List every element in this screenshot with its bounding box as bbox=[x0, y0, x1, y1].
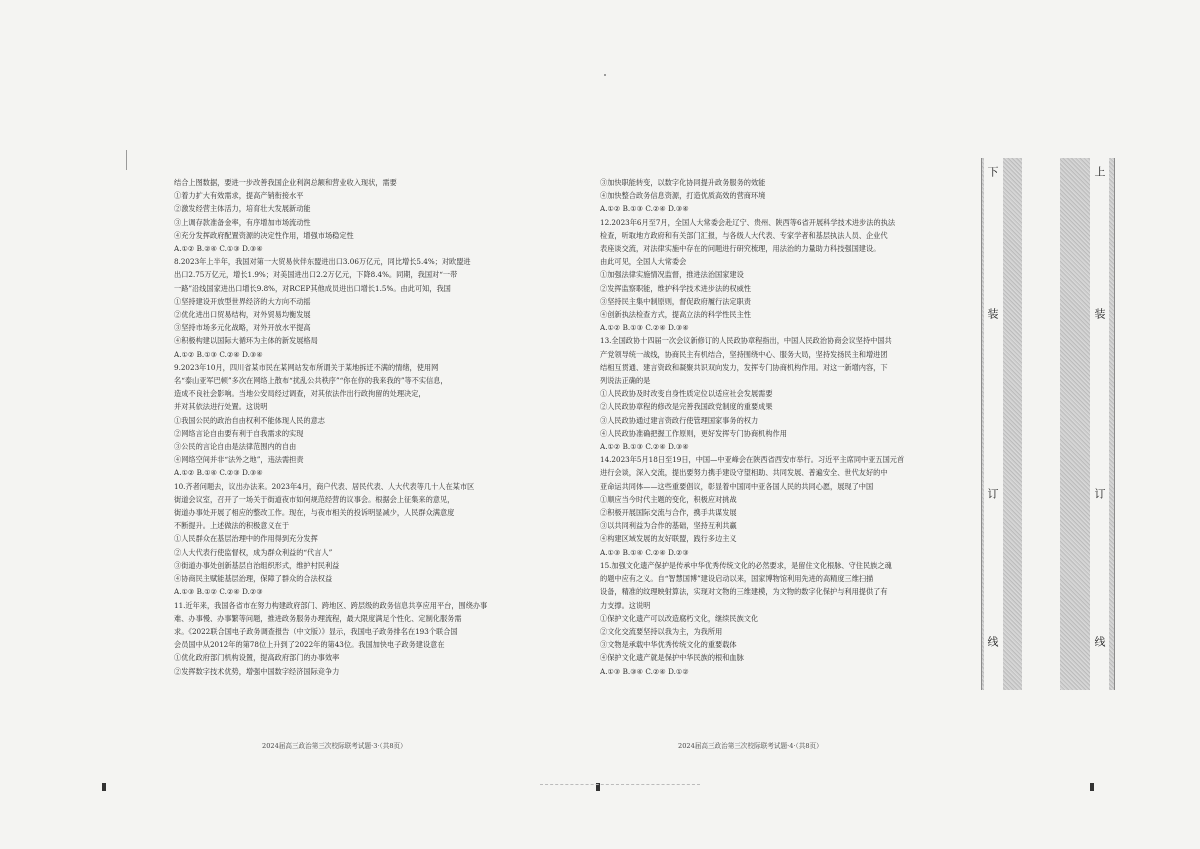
right-column-line: ③以共同利益为合作的基础，坚持互利共赢 bbox=[600, 521, 737, 531]
right-column-line: A.①② B.①③ C.②④ D.③④ bbox=[600, 442, 689, 452]
band-label-outer-1: 上 bbox=[1093, 166, 1106, 177]
left-column-line: ①坚持建设开放型世界经济的大方向不动摇 bbox=[174, 296, 311, 306]
right-column-line: ③文物是承载中华优秀传统文化的重要载体 bbox=[600, 640, 737, 650]
right-column-line: A.①② B.①③ C.②④ D.③④ bbox=[600, 323, 689, 333]
left-column-line: 出口2.75万亿元，增长1.9%；对美国进出口2.2万亿元，下降8.4%。同期，我国对“一带 bbox=[174, 270, 458, 280]
right-column-line: ③人民政协通过建言资政行使管理国家事务的权力 bbox=[600, 415, 759, 425]
right-column-line: ①加强法律实施情况监督，推进法治国家建设 bbox=[600, 270, 744, 280]
left-column-line: ③坚持市场多元化战略，对外开放水平提高 bbox=[174, 323, 311, 333]
left-column-line: 8.2023年上半年，我国对第一大贸易伙伴东盟进出口3.06万亿元，同比增长5.4%；对欧盟进 bbox=[174, 257, 471, 267]
band-label-inner-3: 订 bbox=[986, 488, 999, 499]
right-column-line: 15.加强文化遗产保护是传承中华优秀传统文化的必然要求，是留住文化根脉、守住民族之魂 bbox=[600, 560, 892, 570]
band-label-outer-4: 线 bbox=[1093, 636, 1106, 647]
left-column-line: ②激发经营主体活力，培育壮大发展新动能 bbox=[174, 204, 311, 214]
right-column-line: ①人民政协及时改变自身性质定位以适应社会发展需要 bbox=[600, 389, 773, 399]
left-column-line: 难、办事慢、办事繁等问题，推进政务服务办理流程，最大限度满足个性化、定制化服务需 bbox=[174, 613, 462, 623]
right-column bbox=[600, 176, 966, 678]
right-column-line: 列说法正确的是 bbox=[600, 376, 651, 386]
right-column-line: 结相互贯通、建言资政和凝聚共识双向发力，发挥专门协商机构作用。对这一新增内容，下 bbox=[600, 362, 888, 372]
band-label-outer-3: 订 bbox=[1093, 488, 1106, 499]
right-column-line: ③坚持民主集中制原则，督促政府履行法定职责 bbox=[600, 296, 751, 306]
right-column-line: A.①③ B.①④ C.②④ D.②③ bbox=[600, 547, 689, 557]
left-column-line: ④协商民主赋能基层治理，保障了群众的合法权益 bbox=[174, 574, 333, 584]
left-column-line: A.①② B.②④ C.①③ D.③④ bbox=[174, 244, 263, 254]
left-column-line: 不断提升。上述做法的积极意义在于 bbox=[174, 521, 290, 531]
left-column-line: ①优化政府部门机构设置，提高政府部门的办事效率 bbox=[174, 653, 340, 663]
left-column-line: A.①② B.①③ C.②④ D.③④ bbox=[174, 349, 263, 359]
left-column-line: ④积极构建以国际大循环为主体的新发展格局 bbox=[174, 336, 318, 346]
left-column-line: 一路”沿线国家进出口增长9.8%，对RCEP其他成员进出口增长1.5%。由此可知，我国 bbox=[174, 283, 451, 293]
left-column-line: ②发挥数字技术优势，增强中国数字经济国际竞争力 bbox=[174, 666, 340, 676]
registration-mark-left bbox=[102, 783, 106, 791]
left-column-line: ②优化进出口贸易结构，对外贸易均衡发展 bbox=[174, 310, 311, 320]
right-column-line: 产党领导统一战线，协商民主有机结合，坚持围绕中心、服务大局，坚持发扬民主和增进团 bbox=[600, 349, 888, 359]
right-column-line: ①保护文化遗产可以改造腐朽文化，继续民族文化 bbox=[600, 613, 759, 623]
left-column bbox=[174, 176, 578, 678]
left-column-line: 求。《2022联合国电子政务调查报告（中文版）》显示，我国电子政务排名在193个联合国 bbox=[174, 626, 458, 636]
left-column-line: ③街道办事处创新基层自治组织形式，维护村民利益 bbox=[174, 560, 340, 570]
band-label-inner-4: 线 bbox=[986, 636, 999, 647]
right-column-line: 由此可见，全国人大常委会 bbox=[600, 257, 687, 267]
right-column-line: ④保护文化遗产就是保护中华民族的根和血脉 bbox=[600, 653, 744, 663]
scan-noise-line bbox=[540, 782, 700, 785]
left-column-line: 结合上图数据，要进一步改善我国企业利润总额和营业收入现状，需要 bbox=[174, 178, 397, 187]
left-column-line: A.①② B.①④ C.②③ D.③④ bbox=[174, 468, 263, 478]
right-column-line: ②积极开展国际交流与合作，携手共谋发展 bbox=[600, 508, 737, 518]
right-column-line: ①顺应当今时代主题的变化，积极应对挑战 bbox=[600, 494, 737, 504]
left-column-line: 街道办事处开展了相应的整改工作。现在，与夜市相关的投诉明显减少，人民群众满意度 bbox=[174, 508, 455, 518]
left-column-line: ①我国公民的政治自由权利不能体现人民的意志 bbox=[174, 415, 325, 425]
band-label-inner-2: 装 bbox=[986, 308, 999, 319]
left-column-line: ④网络空间并非“法外之地”，违法需担责 bbox=[174, 455, 304, 465]
left-column-line: ④充分发挥政府配置资源的决定性作用，增强市场稳定性 bbox=[174, 230, 354, 240]
right-column-line: 设备，精准的纹理映射算法，实现对文物的三维建模，为文物的数字化保护与利用提供了有 bbox=[600, 587, 888, 597]
left-column-line: ③上调存款准备金率，有序增加市场流动性 bbox=[174, 217, 311, 227]
binding-margin-band bbox=[981, 158, 1115, 690]
registration-mark-right bbox=[1090, 783, 1094, 791]
right-column-line: 的题中应有之义。自“智慧国博”建设启动以来，国家博物馆利用先进的高精度三维扫描 bbox=[600, 574, 874, 584]
footer-right: 2024届高三政治第三次校际联考试题·4·（共8页） bbox=[678, 742, 823, 750]
right-column-line: ②人民政协章程的修改是完善我国政党制度的重要成果 bbox=[600, 402, 773, 412]
left-column-line: 9.2023年10月，四川省某市民在某网站发布所谓关于某地拆迁不满的情绪，使用网 bbox=[174, 362, 439, 372]
left-column-line: 名“泰山亚军巴顿”多次在网络上散布“扰乱公共秩序”“你在你的我来我的”等不实信息， bbox=[174, 376, 448, 386]
right-column-line: 力支撑。这说明 bbox=[600, 600, 651, 610]
right-column-line: ③加快职能转变，以数字化协同提升政务服务的效能 bbox=[600, 178, 766, 187]
right-column-line: ②发挥监察职能，维护科学技术进步法的权威性 bbox=[600, 283, 751, 293]
right-column-line: A.①② B.①③ C.②④ D.③④ bbox=[600, 204, 689, 214]
left-column-line: ①人民群众在基层治理中的作用得到充分发挥 bbox=[174, 534, 318, 544]
left-column-line: ①着力扩大有效需求，提高产销衔接水平 bbox=[174, 191, 304, 201]
right-column-line: 检查，听取地方政府和有关部门汇报，与各级人大代表、专家学者和基层执法人员、企业代 bbox=[600, 230, 888, 240]
left-column-line: A.①③ B.①② C.②④ D.②③ bbox=[174, 587, 263, 597]
left-column-line: ②网络言论自由要有利于自我需求的实现 bbox=[174, 428, 304, 438]
scan-speck bbox=[604, 74, 606, 76]
right-column-line: 亚命运共同体——这些重要倡议，彰显着中国同中亚各国人民的共同心愿，展现了中国 bbox=[600, 481, 874, 491]
footer-left: 2024届高三政治第三次校际联考试题·3·（共8页） bbox=[262, 742, 407, 750]
left-column-line: ②人大代表行使监督权，成为群众利益的“代言人” bbox=[174, 547, 333, 557]
right-column-line: ④加快整合政务信息资源，打造优质高效的营商环境 bbox=[600, 191, 766, 201]
right-column-line: ④人民政协准确把握工作原则，更好发挥专门协商机构作用 bbox=[600, 428, 787, 438]
left-column-line: 会员国中从2012年的第78位上升到了2022年的第43位。我国加快电子政务建设意在 bbox=[174, 640, 445, 650]
right-column-line: ④构建区域发展的友好联盟，践行多边主义 bbox=[600, 534, 737, 544]
left-column-line: 并对其依法进行处置。这说明 bbox=[174, 402, 268, 412]
right-column-line: 表座谈交流，对法律实施中存在的问题进行研究梳理，用法治的力量助力科技强国建设。 bbox=[600, 244, 881, 254]
left-column-line: 10.齐者问题去，议出办法来。2023年4月，商户代表、居民代表、人大代表等几十人在某市区 bbox=[174, 481, 475, 491]
left-column-line: 街道会议室，召开了一场关于街道夜市如何规范经营的议事会。根据会上征集来的意见， bbox=[174, 494, 455, 504]
right-column-line: 12.2023年6月至7月，全国人大常委会赴辽宁、贵州、陕西等6省开展科学技术进步法的执法 bbox=[600, 217, 896, 227]
left-column-line: 11.近年来，我国各省市在努力构建政府部门、跨地区、跨层级的政务信息共享应用平台，围绕办事 bbox=[174, 600, 488, 610]
right-column-line: A.①③ B.③④ C.②④ D.①② bbox=[600, 666, 689, 676]
left-column-line: ③公民的言论自由是法律范围内的自由 bbox=[174, 442, 297, 452]
right-column-line: 进行会谈，深入交流，提出要努力携手建设守望相助、共同发展、普遍安全、世代友好的中 bbox=[600, 468, 888, 478]
band-label-inner-1: 下 bbox=[986, 166, 999, 177]
band-label-outer-2: 装 bbox=[1093, 308, 1106, 319]
scan-speck bbox=[126, 150, 127, 170]
left-column-line: 造成不良社会影响。当地公安局经过调查，对其依法作出行政拘留的处理决定， bbox=[174, 389, 426, 399]
right-column-line: ②文化交流要坚持以我为主，为我所用 bbox=[600, 626, 723, 636]
right-column-line: 13.全国政协十四届一次会议新修订的人民政协章程指出，中国人民政治协商会议坚持中国共 bbox=[600, 336, 892, 346]
right-column-line: ④创新执法检查方式，提高立法的科学性民主性 bbox=[600, 310, 751, 320]
right-column-line: 14.2023年5月18日至19日，中国—中亚峰会在陕西省西安市举行。习近平主席同中亚五国元首 bbox=[600, 455, 905, 465]
